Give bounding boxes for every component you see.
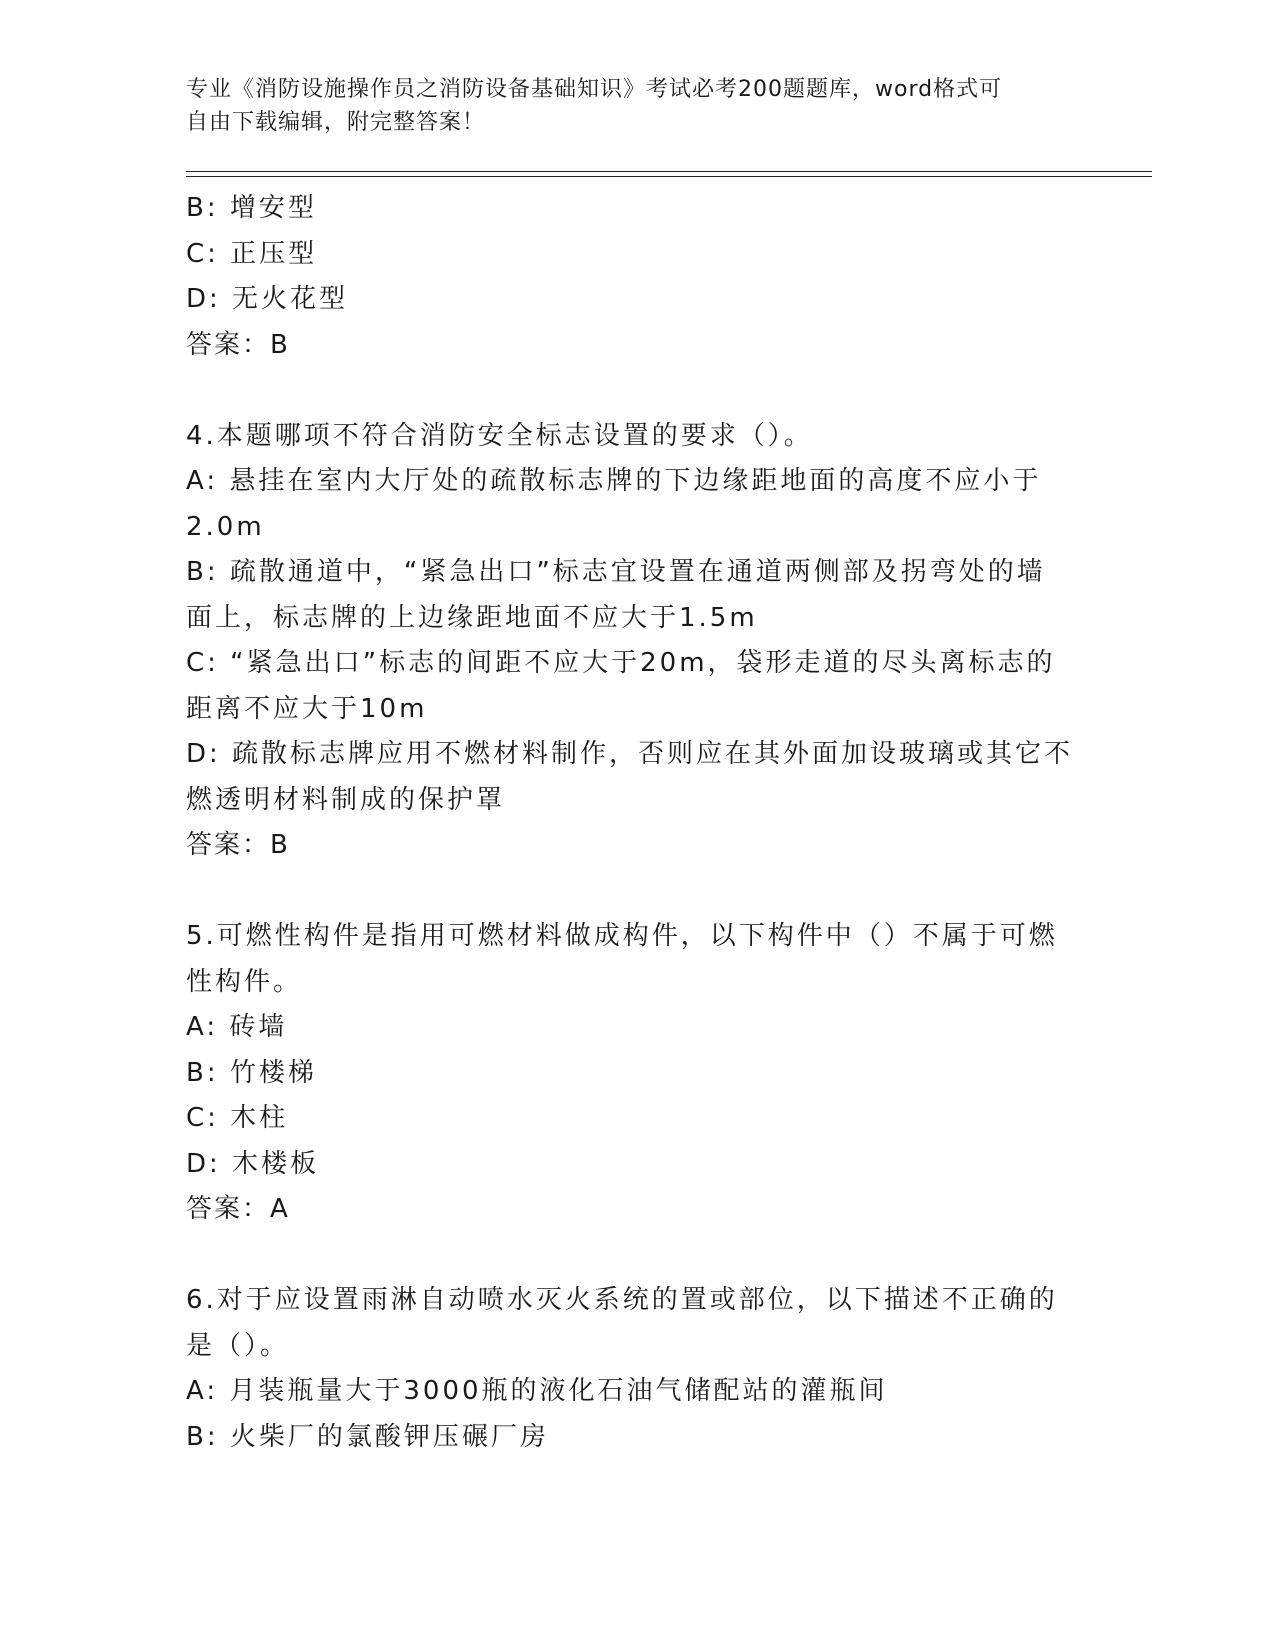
question-5-stem-line-1: 5.可燃性构件是指用可燃材料做成构件，以下构件中（）不属于可燃 [186,921,1058,951]
question-4-option-d-line-1: D: 疏散标志牌应用不燃材料制作，否则应在其外面加设玻璃或其它不 [186,739,1074,769]
question-4-stem: 4.本题哪项不符合消防安全标志设置的要求（）。 [186,420,813,451]
document-header [186,73,1066,139]
question-4-option-c-line-1: C: “紧急出口”标志的间距不应大于20m，袋形走道的尽头离标志的 [186,648,1056,678]
question-6-stem-line-2: 是（）。 [186,1330,290,1361]
header-rule-bottom [186,176,1152,177]
question-4-option-b-line-1: B: 疏散通道中，“紧急出口”标志宜设置在通道两侧部及拐弯处的墙 [186,557,1046,587]
header-rule-top [186,171,1152,172]
question-5-option-b: B: 竹楼梯 [186,1057,317,1088]
question-5-stem-line-2: 性构件。 [186,966,303,997]
question-4-answer: 答案：B [186,830,290,860]
header-line-2: 自由下载编辑，附完整答案！ [186,110,486,135]
question-3-block [186,186,1086,368]
question-4-block [186,414,1086,869]
question-4-option-c-line-2: 距离不应大于10m [186,693,428,724]
question-5-option-a: A: 砖墙 [186,1012,288,1042]
question-6-option-b: B: 火柴厂的氯酸钾压碾厂房 [186,1421,549,1452]
question-3-option-c: C: 正压型 [186,238,318,269]
question-content [186,186,1086,1460]
question-4-option-a-line-1: A: 悬挂在室内大厅处的疏散标志牌的下边缘距地面的高度不应小于 [186,466,1042,496]
question-6-stem-line-1: 6.对于应设置雨淋自动喷水灭火系统的置或部位，以下描述不正确的 [186,1285,1058,1315]
question-6-block [186,1278,1086,1460]
question-5-option-d: D: 木楼板 [186,1148,320,1179]
question-4-option-b-line-2: 面上，标志牌的上边缘距地面不应大于1.5m [186,602,758,633]
question-3-option-d: D: 无火花型 [186,284,349,314]
question-3-option-b: B: 增安型 [186,193,317,223]
question-6-option-a: A: 月装瓶量大于3000瓶的液化石油气储配站的灌瓶间 [186,1376,888,1406]
question-5-answer: 答案：A [186,1194,290,1224]
question-3-answer: 答案：B [186,329,290,360]
question-4-option-a-line-2: 2.0m [186,511,265,542]
header-line-1: 专业《消防设施操作员之消防设备基础知识》考试必考200题题库，word格式可 [186,77,1003,102]
question-4-option-d-line-2: 燃透明材料制成的保护罩 [186,784,506,815]
question-5-option-c: C: 木柱 [186,1103,289,1133]
question-5-block [186,914,1086,1233]
